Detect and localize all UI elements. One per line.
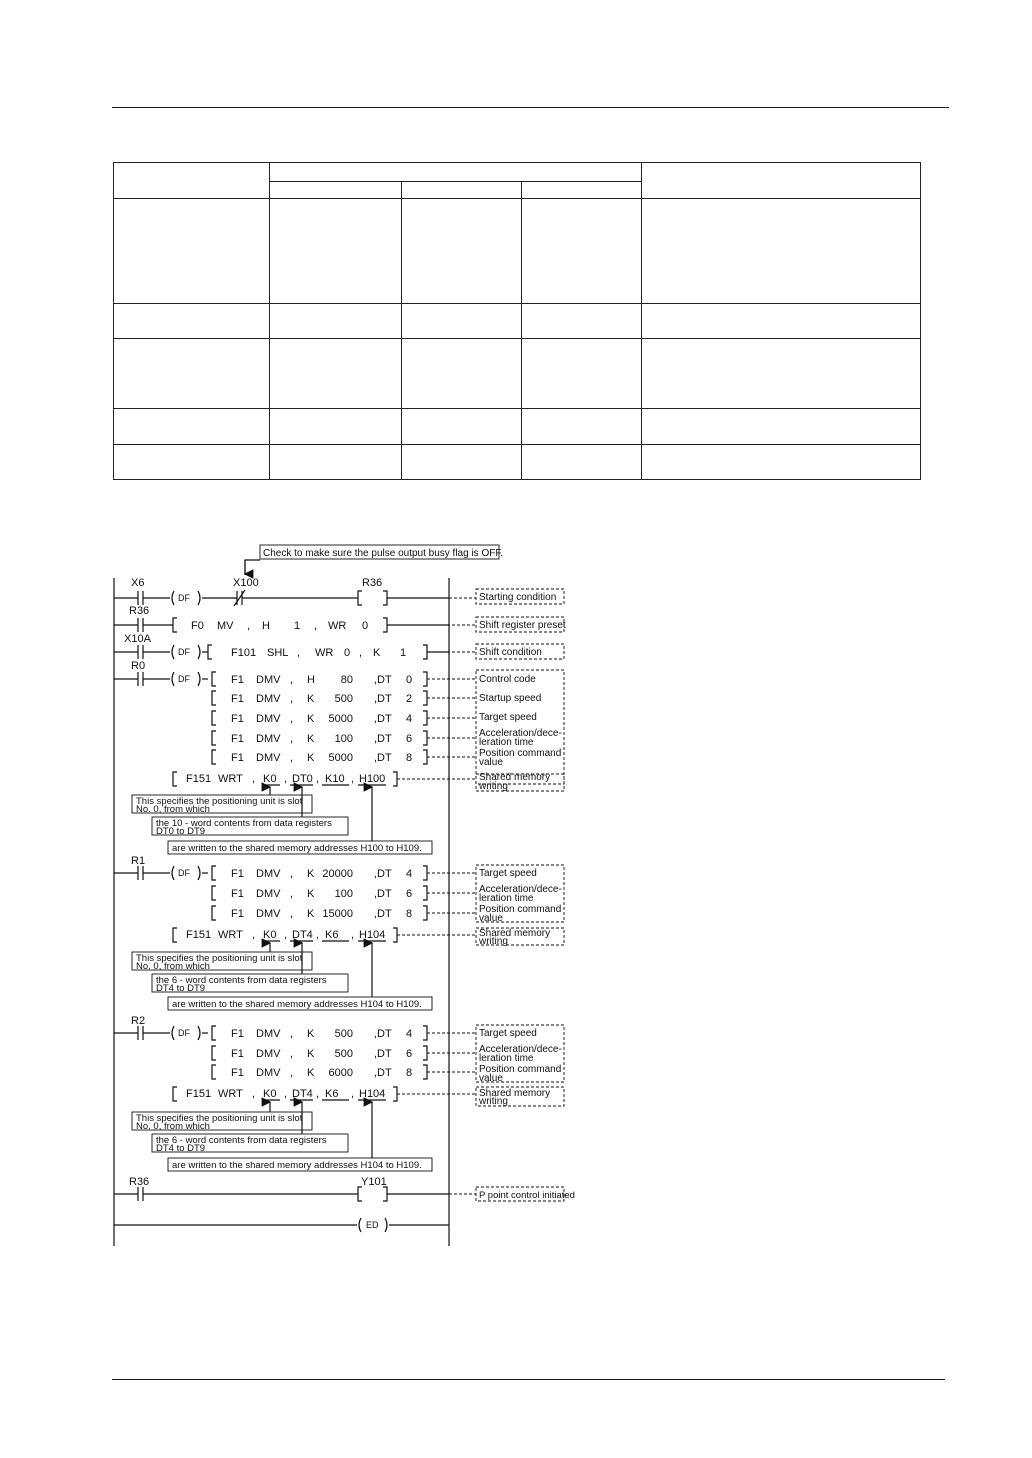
instr-token: , (374, 1067, 378, 1079)
instr-token: F1 (231, 752, 244, 764)
instr-token: , (290, 888, 294, 900)
instr-token: , (374, 1028, 378, 1040)
instr-token: K (307, 1028, 315, 1040)
df-label: DF (178, 647, 190, 657)
label-position-line1: Position command (479, 748, 562, 759)
label-accel-line2: leration time (479, 893, 534, 904)
instr-token: K0 (263, 1088, 277, 1100)
label-accel-line1: Acceleration/dece- (479, 728, 562, 739)
instr-token: , (374, 908, 378, 920)
instr-token: 1 (294, 620, 301, 632)
instr-token: K10 (325, 773, 345, 785)
instr-token: , (316, 773, 320, 785)
instr-token: K0 (263, 929, 277, 941)
instr-token: , (284, 773, 288, 785)
instr-token: H100 (359, 773, 386, 785)
instr-token: DMV (256, 868, 281, 880)
instr-token: F1 (231, 674, 244, 686)
ed-label: ED (366, 1220, 379, 1230)
instr-token: , (290, 693, 294, 705)
instr-token: , (290, 1048, 294, 1060)
instr-token: 6 (406, 888, 413, 900)
instr-token: DT (377, 733, 392, 745)
contact-x6: X6 (131, 577, 145, 589)
instr-token: K (307, 752, 315, 764)
instr-token: DT4 (292, 929, 313, 941)
instr-token: 2 (406, 693, 413, 705)
instr-token: 6 (406, 733, 413, 745)
instr-token: DMV (256, 752, 281, 764)
label-starting-condition: Starting condition (479, 592, 557, 603)
instr-token: 100 (334, 888, 353, 900)
instr-token: K6 (325, 1088, 339, 1100)
label-position-line2: value (479, 913, 503, 924)
instr-token: 0 (406, 674, 413, 686)
instr-token: DT0 (292, 773, 313, 785)
instr-token: K (307, 693, 315, 705)
instruction-row (231, 733, 412, 745)
instr-token: F1 (231, 693, 244, 705)
label-shared-line2: writing (479, 781, 508, 792)
instr-token: K (307, 868, 315, 880)
df-label: DF (178, 868, 190, 878)
instr-token: DMV (256, 733, 281, 745)
instr-token: , (351, 929, 355, 941)
note-six-word-line2: DT4 to DT9 (156, 983, 206, 994)
instr-token: DT (377, 888, 392, 900)
label-shared-line1: Shared memory (479, 772, 551, 783)
note-six-word-line2: DT4 to DT9 (156, 1143, 206, 1154)
note-slot-line2: No. 0, from which (136, 804, 210, 815)
label-accel-line1: Acceleration/dece- (479, 884, 562, 895)
instr-token: 1 (400, 647, 407, 659)
coil-r36: R36 (362, 577, 383, 589)
instr-token: , (316, 1088, 320, 1100)
instr-token: 15000 (322, 908, 353, 920)
instr-token: F101 (231, 647, 257, 659)
instr-token: 8 (406, 752, 413, 764)
instr-token: F1 (231, 1048, 244, 1060)
label-position-line2: value (479, 1073, 503, 1084)
instr-token: , (297, 647, 301, 659)
instruction-row (231, 674, 412, 686)
instr-token: , (374, 1048, 378, 1060)
instr-token: 4 (406, 713, 413, 725)
instr-token: 8 (406, 1067, 413, 1079)
instr-token: F151 (186, 929, 212, 941)
instr-token: DMV (256, 693, 281, 705)
label-leaders (387, 589, 564, 1201)
instr-token: , (290, 674, 294, 686)
instruction-row (231, 888, 412, 900)
instr-token: , (374, 868, 378, 880)
note-leader (245, 560, 260, 575)
contact-x100: X100 (233, 577, 259, 589)
instr-token: F1 (231, 1067, 244, 1079)
label-target-speed: Target speed (479, 712, 537, 723)
instr-token: , (290, 713, 294, 725)
note-written-h104: are written to the shared memory addresses H104 to H109. (172, 999, 422, 1010)
instr-token: DT (377, 693, 392, 705)
instruction-row (231, 1048, 412, 1060)
contact-r1: R1 (131, 855, 146, 867)
instr-token: , (252, 773, 256, 785)
label-accel-line1: Acceleration/dece- (479, 1044, 562, 1055)
contact-r2: R2 (131, 1015, 146, 1027)
label-shift-condition: Shift condition (479, 647, 542, 658)
instr-token: , (290, 908, 294, 920)
instr-token: WRT (218, 929, 243, 941)
instr-token: , (252, 929, 256, 941)
label-shared-line1: Shared memory (479, 1088, 551, 1099)
note-written-h100: are written to the shared memory addresses H100 to H109. (172, 843, 422, 854)
instr-token: F1 (231, 733, 244, 745)
contact-r36-b: R36 (129, 1176, 150, 1188)
instr-token: F1 (231, 1028, 244, 1040)
r0-brackets (173, 672, 427, 786)
instr-token: H (262, 620, 270, 632)
instr-token: DT (377, 1028, 392, 1040)
instr-token: DMV (256, 908, 281, 920)
instr-token: , (290, 733, 294, 745)
instr-token: 6000 (328, 1067, 353, 1079)
instr-token: DMV (256, 1067, 281, 1079)
instr-token: F1 (231, 713, 244, 725)
instr-token: DT (377, 908, 392, 920)
instr-token: DT (377, 868, 392, 880)
instr-token: , (351, 773, 355, 785)
label-target-speed: Target speed (479, 868, 537, 879)
instr-token: , (284, 1088, 288, 1100)
instr-token: WR (315, 647, 334, 659)
label-shared-line2: writing (479, 1096, 508, 1107)
instr-token: 6 (406, 1048, 413, 1060)
instructions (191, 620, 406, 659)
instr-token: F1 (231, 868, 244, 880)
label-target-speed: Target speed (479, 1028, 537, 1039)
note-ten-word-line2: DT0 to DT9 (156, 826, 206, 837)
instr-token: F0 (191, 620, 204, 632)
note-six-word-line1: the 6 - word contents from data registers (156, 975, 327, 986)
instr-token: , (374, 733, 378, 745)
df-label: DF (178, 593, 190, 603)
label-accel-line2: leration time (479, 737, 534, 748)
instr-token: K6 (325, 929, 339, 941)
annotation-boxes (132, 545, 499, 1171)
instr-token: DMV (256, 888, 281, 900)
instr-token: , (284, 929, 288, 941)
instruction-row (231, 1067, 412, 1079)
instr-token: DT (377, 674, 392, 686)
label-startup-speed: Startup speed (479, 693, 542, 704)
instr-token: H104 (359, 929, 386, 941)
instr-token: DMV (256, 674, 281, 686)
instr-token: 4 (406, 868, 413, 880)
instr-token: 0 (344, 647, 351, 659)
instr-token: F1 (231, 908, 244, 920)
top-note: Check to make sure the pulse output busy flag is OFF. (263, 548, 504, 559)
instr-token: , (290, 868, 294, 880)
instr-token: DMV (256, 1048, 281, 1060)
coil-y101: Y101 (361, 1176, 387, 1188)
instr-token: DT (377, 1048, 392, 1060)
instr-token: DMV (256, 713, 281, 725)
contact-x10a: X10A (124, 633, 151, 645)
instr-token: K (307, 1048, 315, 1060)
note-ten-word-line1: the 10 - word contents from data registers (156, 818, 332, 829)
right-labels (478, 592, 575, 1201)
label-control-code: Control code (479, 674, 536, 685)
instruction-preset (191, 620, 368, 632)
instr-token: 0 (362, 620, 369, 632)
instr-token: K (307, 888, 315, 900)
instr-token: F151 (186, 1088, 212, 1100)
note-written-h104: are written to the shared memory addresses H104 to H109. (172, 1160, 422, 1171)
instr-token: , (290, 1028, 294, 1040)
instruction-row (231, 908, 412, 920)
instr-token: WR (328, 620, 347, 632)
instr-token: H (307, 674, 315, 686)
note-slot-line2: No. 0, from which (136, 961, 210, 972)
instr-token: 500 (334, 1028, 353, 1040)
instr-token: 500 (334, 693, 353, 705)
instr-token: , (374, 693, 378, 705)
instr-token: , (316, 929, 320, 941)
label-p-point: P point control initiated (479, 1190, 575, 1201)
df-label: DF (178, 674, 190, 684)
instr-token: K (307, 733, 315, 745)
instr-token: , (351, 1088, 355, 1100)
instr-token: 8 (406, 908, 413, 920)
instruction-row (231, 713, 412, 725)
instr-token: , (252, 1088, 256, 1100)
instruction-row (231, 868, 412, 880)
instr-token: SHL (267, 647, 289, 659)
note-slot-line1: This specifies the positioning unit is slot (136, 1113, 303, 1124)
instr-token: K (307, 908, 315, 920)
instruction-wrt (186, 1088, 385, 1100)
instr-token: DMV (256, 1028, 281, 1040)
note-slot-line2: No. 0, from which (136, 1121, 210, 1132)
footer-rule (112, 1379, 945, 1380)
instr-token: DT (377, 713, 392, 725)
label-shift-register-preset: Shift register preset (479, 620, 566, 631)
instr-token: , (374, 752, 378, 764)
instr-token: DT4 (292, 1088, 313, 1100)
note-six-word-line1: the 6 - word contents from data registers (156, 1135, 327, 1146)
instr-token: F151 (186, 773, 212, 785)
instr-token: K0 (263, 773, 277, 785)
label-position-line1: Position command (479, 904, 562, 915)
contact-r36: R36 (129, 605, 150, 617)
instr-token: K (307, 713, 315, 725)
instr-token: 5000 (328, 752, 353, 764)
dmv-rows (231, 674, 412, 1079)
instr-token: , (247, 620, 251, 632)
instr-token: , (374, 713, 378, 725)
instr-token: WRT (218, 773, 243, 785)
instr-token: 20000 (322, 868, 353, 880)
instruction-row (231, 752, 412, 764)
instr-token: , (374, 674, 378, 686)
instr-token: DT (377, 752, 392, 764)
label-position-line2: value (479, 757, 503, 768)
instr-token: 500 (334, 1048, 353, 1060)
instr-token: 100 (334, 733, 353, 745)
instr-token: 5000 (328, 713, 353, 725)
instruction-shift (231, 647, 406, 659)
instr-token: DT (377, 1067, 392, 1079)
instr-token: H104 (359, 1088, 386, 1100)
instr-token: K (307, 1067, 315, 1079)
instruction-wrt (186, 773, 385, 785)
contact-r0: R0 (131, 660, 146, 672)
instr-token: MV (217, 620, 234, 632)
df-label: DF (178, 1028, 190, 1038)
instr-token: , (374, 888, 378, 900)
instruction-row (231, 693, 412, 705)
instr-token: 4 (406, 1028, 413, 1040)
instr-token: , (290, 752, 294, 764)
label-accel-line2: leration time (479, 1053, 534, 1064)
instr-token: , (290, 1067, 294, 1079)
instr-token: 80 (340, 674, 353, 686)
instr-token: WRT (218, 1088, 243, 1100)
note-slot-line1: This specifies the positioning unit is slot (136, 796, 303, 807)
label-shared-line2: writing (479, 936, 508, 947)
instr-token: , (314, 620, 318, 632)
instruction-wrt (186, 929, 385, 941)
instr-token: F1 (231, 888, 244, 900)
instruction-row (231, 1028, 412, 1040)
label-shared-line1: Shared memory (479, 928, 551, 939)
instr-token: , (359, 647, 363, 659)
annotation-notes (136, 796, 422, 1171)
note-slot-line1: This specifies the positioning unit is slot (136, 953, 303, 964)
instr-token: K (373, 647, 381, 659)
label-position-line1: Position command (479, 1064, 562, 1075)
